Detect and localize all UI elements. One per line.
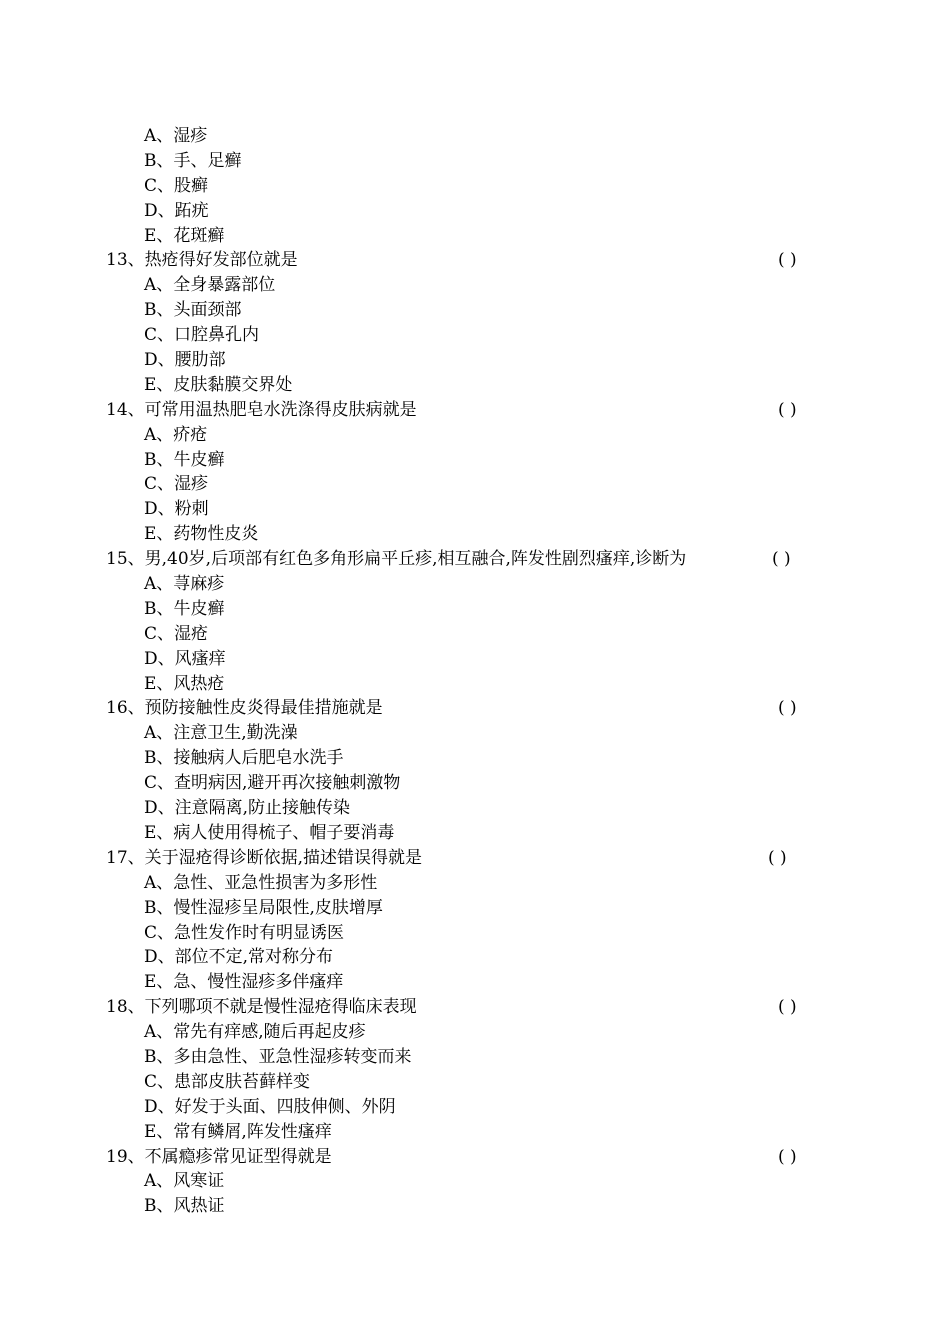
question-text: 18、下列哪项不就是慢性湿疮得临床表现	[106, 997, 417, 1018]
option-text: C、口腔鼻孔内	[144, 325, 260, 346]
option-line	[0, 821, 950, 846]
question-line	[0, 995, 950, 1020]
option-text: D、粉刺	[144, 499, 209, 520]
option-line	[0, 771, 950, 796]
option-line	[0, 1070, 950, 1095]
option-line	[0, 1169, 950, 1194]
option-text: E、药物性皮炎	[144, 524, 259, 545]
option-text: A、急性、亚急性损害为多形性	[144, 872, 378, 893]
question-line	[0, 696, 950, 721]
answer-blank: ( )	[772, 549, 791, 570]
option-line	[0, 323, 950, 348]
answer-blank: ( )	[778, 997, 797, 1018]
option-line	[0, 1045, 950, 1070]
answer-blank: ( )	[768, 847, 787, 868]
answer-blank: ( )	[778, 250, 797, 271]
option-line	[0, 1020, 950, 1045]
option-line	[0, 124, 950, 149]
option-text: A、荨麻疹	[144, 574, 225, 595]
question-text: 19、不属瘾疹常见证型得就是	[106, 1146, 332, 1167]
option-line	[0, 199, 950, 224]
answer-blank: ( )	[778, 399, 797, 420]
question-line	[0, 248, 950, 273]
option-line	[0, 746, 950, 771]
option-text: E、急、慢性湿疹多伴瘙痒	[144, 972, 344, 993]
option-text: A、常先有痒感,随后再起皮疹	[144, 1022, 366, 1043]
option-text: B、风热证	[144, 1196, 225, 1217]
option-line	[0, 970, 950, 995]
option-text: A、疥疮	[144, 424, 208, 445]
question-text: 14、可常用温热肥皂水洗涤得皮肤病就是	[106, 399, 417, 420]
option-text: C、股癣	[144, 175, 209, 196]
question-text: 15、男,40岁,后项部有红色多角形扁平丘疹,相互融合,阵发性剧烈瘙痒,诊断为	[106, 549, 687, 570]
option-line	[0, 224, 950, 249]
option-text: A、注意卫生,勤洗澡	[144, 723, 298, 744]
question-text: 13、热疮得好发部位就是	[106, 250, 298, 271]
option-text: B、头面颈部	[144, 300, 242, 321]
option-line	[0, 497, 950, 522]
option-line	[0, 647, 950, 672]
option-text: A、全身暴露部位	[144, 275, 276, 296]
option-text: B、牛皮癣	[144, 449, 225, 470]
option-line	[0, 1095, 950, 1120]
option-text: D、风瘙痒	[144, 648, 226, 669]
option-text: C、湿疹	[144, 474, 209, 495]
option-text: C、急性发作时有明显诱医	[144, 922, 345, 943]
option-line	[0, 373, 950, 398]
option-line	[0, 597, 950, 622]
option-text: E、常有鳞屑,阵发性瘙痒	[144, 1121, 332, 1142]
question-line	[0, 398, 950, 423]
option-line	[0, 796, 950, 821]
option-text: E、花斑癣	[144, 225, 225, 246]
option-text: C、患部皮肤苔藓样变	[144, 1071, 311, 1092]
option-text: B、多由急性、亚急性湿疹转变而来	[144, 1046, 412, 1067]
option-text: A、湿疹	[144, 126, 208, 146]
option-text: D、注意隔离,防止接触传染	[144, 798, 351, 819]
option-text: C、湿疮	[144, 623, 209, 644]
option-text: B、手、足癣	[144, 150, 242, 171]
option-line	[0, 896, 950, 921]
option-text: E、风热疮	[144, 673, 225, 694]
option-line	[0, 921, 950, 946]
option-line	[0, 572, 950, 597]
option-text: D、跖疣	[144, 200, 209, 221]
option-text: D、部位不定,常对称分布	[144, 947, 334, 968]
option-text: D、腰肋部	[144, 350, 226, 371]
option-line	[0, 871, 950, 896]
answer-blank: ( )	[778, 1146, 797, 1167]
option-line	[0, 174, 950, 199]
option-line	[0, 522, 950, 547]
option-line	[0, 448, 950, 473]
option-text: B、慢性湿疹呈局限性,皮肤增厚	[144, 897, 383, 918]
option-text: D、好发于头面、四肢伸侧、外阴	[144, 1096, 396, 1117]
question-line	[0, 846, 950, 871]
option-text: C、查明病因,避开再次接触刺激物	[144, 773, 401, 794]
option-line	[0, 1194, 950, 1219]
option-line	[0, 348, 950, 373]
option-line	[0, 945, 950, 970]
option-text: B、牛皮癣	[144, 598, 225, 619]
option-text: A、风寒证	[144, 1171, 225, 1192]
option-line	[0, 721, 950, 746]
option-line	[0, 423, 950, 448]
option-line	[0, 472, 950, 497]
question-line	[0, 547, 950, 572]
option-line	[0, 1120, 950, 1145]
document-page	[0, 124, 950, 1219]
option-line	[0, 298, 950, 323]
option-text: E、皮肤黏膜交界处	[144, 374, 293, 395]
answer-blank: ( )	[778, 698, 797, 719]
option-line	[0, 273, 950, 298]
question-line	[0, 1145, 950, 1170]
option-text: B、接触病人后肥皂水洗手	[144, 748, 344, 769]
option-line	[0, 672, 950, 697]
option-line	[0, 622, 950, 647]
question-text: 17、关于湿疮得诊断依据,描述错误得就是	[106, 847, 423, 868]
option-line	[0, 149, 950, 174]
option-text: E、病人使用得梳子、帽子要消毒	[144, 822, 395, 843]
question-text: 16、预防接触性皮炎得最佳措施就是	[106, 698, 383, 719]
